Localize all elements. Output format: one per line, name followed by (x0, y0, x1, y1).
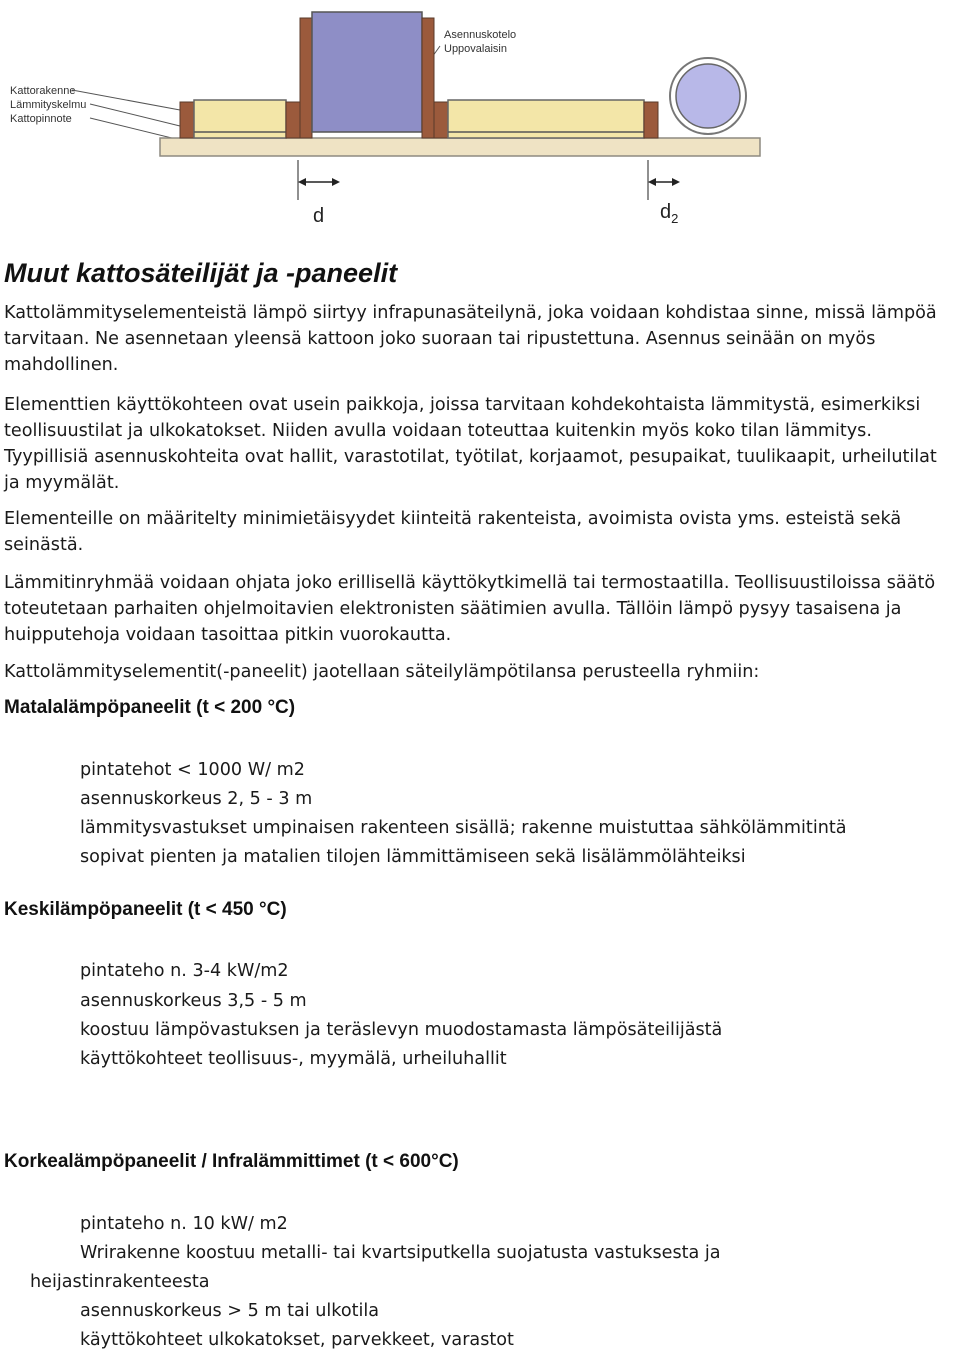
list-item: asennuskorkeus 3,5 - 5 m (80, 991, 307, 1011)
section-heading-mid-temp: Keskilämpöpaneelit (t < 450 °C) (4, 899, 287, 920)
label-kattorakenne: Kattorakenne (10, 85, 76, 97)
list-item: käyttökohteet ulkokatokset, parvekkeet, varastot (80, 1330, 514, 1350)
paragraph-control: Lämmitinryhmää voidaan ohjata joko erillisellä käyttökytkimellä tai termostaatilla. Teollisuustiloissa säätö toteutetaan parhaiten ohjelmoitavien elektronisten säätimien avulla. Tällöin lämpö pysyy tasaisena ja huipputehoja voidaan tasoittaa pitkin vuorokautta. (4, 573, 936, 645)
label-kattopinnote: Kattopinnote (10, 113, 72, 125)
list-item: pintateho n. 3-4 kW/m2 (80, 961, 289, 981)
list-item: asennuskorkeus > 5 m tai ulkotila (80, 1301, 380, 1321)
dimension-d2: $d_2$ (660, 201, 679, 226)
list-item: käyttökohteet teollisuus-, myymälä, urheiluhallit (80, 1049, 507, 1069)
recessed-housing (312, 12, 422, 132)
list-item-continuation: heijastinrakenteesta (30, 1272, 210, 1292)
label-asennuskotelo: Asennuskotelo (444, 29, 517, 41)
label-uppovalaisin: Uppovalaisin (444, 43, 507, 55)
list-item: pintatehot < 1000 W/ m2 (80, 760, 305, 780)
installation-diagram (0, 0, 960, 240)
dimension-d: d (313, 205, 325, 227)
label-lammityskelmu: Lämmityskelmu (10, 99, 87, 111)
list-item: lämmitysvastukset umpinaisen rakenteen sisällä; rakenne muistuttaa sähkölämmitintä (80, 818, 847, 838)
list-item: koostuu lämpövastuksen ja teräslevyn muodostamasta lämpösäteilijästä (80, 1020, 723, 1040)
list-item: pintateho n. 10 kW/ m2 (80, 1214, 288, 1234)
list-item: asennuskorkeus 2, 5 - 3 m (80, 789, 313, 809)
pipe-inner (676, 64, 740, 128)
section-heading-high-temp: Korkealämpöpaneelit / Infralämmittimet (t < 600°C) (4, 1151, 459, 1172)
ceiling-installation-figure (0, 0, 960, 240)
paragraph-grouping: Kattolämmityselementit(-paneelit) jaotellaan säteilylämpötilansa perusteella ryhmiin: (4, 662, 760, 682)
paragraph-usage: Elementtien käyttökohteen ovat usein paikkoja, joissa tarvitaan kohdekohtaista lämmitystä, esimerkiksi teollisuustilat ja ulkokatokset. Niiden avulla voidaan toteuttaa kuitenkin myös koko tilan lämmitys. Tyypillisiä asennuskohteita ovat hallit, varastotilat, työtilat, korjaamot, pesupaikat, tuulikaapit, urheilutilat ja myymälät. (4, 395, 937, 493)
list-item: Wrirakenne koostuu metalli- tai kvartsiputkella suojatusta vastuksesta ja (80, 1243, 721, 1263)
ceiling-board (160, 138, 760, 156)
paragraph-intro: Kattolämmityselementeistä lämpö siirtyy infrapunasäteilynä, joka voidaan kohdistaa sinne, missä lämpöä tarvitaan. Ne asennetaan yleensä kattoon joko suoraan tai ripustettuna. Asennus seinään on myös mahdollinen. (4, 303, 937, 375)
page-title: Muut kattosäteilijät ja -paneelit (4, 258, 398, 288)
paragraph-distances: Elementeille on määritelty minimietäisyydet kiinteitä rakenteista, avoimista ovista yms. esteistä sekä seinästä. (4, 509, 902, 555)
section-heading-low-temp: Matalalämpöpaneelit (t < 200 °C) (4, 697, 296, 718)
list-item: sopivat pienten ja matalien tilojen lämmittämiseen sekä lisälämmölähteiksi (80, 847, 746, 867)
